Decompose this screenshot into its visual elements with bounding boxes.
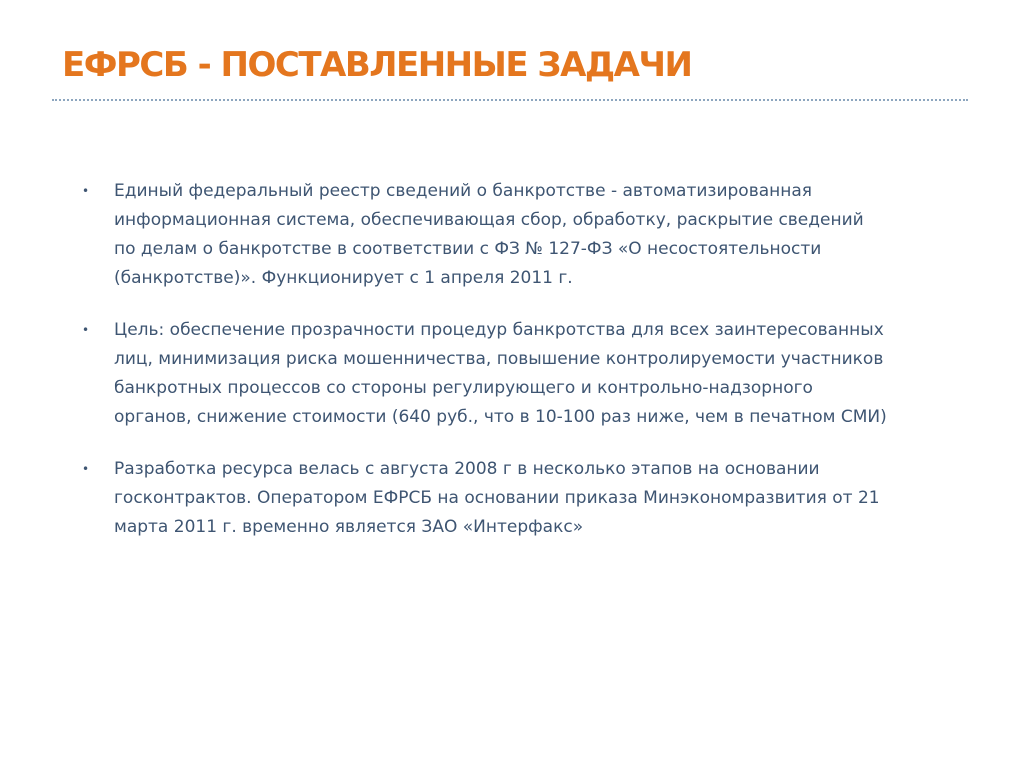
slide-title: ЕФРСБ - ПОСТАВЛЕННЫЕ ЗАДАЧИ [62,45,692,85]
bullet-text: Единый федеральный реестр сведений о банкротстве - автоматизированная информационная система, обеспечивающая сбор, обработку, раскрытие сведений по делам о банкротстве в соответствии с ФЗ № 127-ФЗ «О несостоятельности (банкротстве)». Функционирует с 1 апреля 2011 г. [114,181,864,288]
title-divider [52,99,968,101]
bullet-icon: • [82,184,90,198]
bullet-item [80,316,890,432]
bullet-text: Цель: обеспечение прозрачности процедур банкротства для всех заинтересованных лиц, минимизация риска мошенничества, повышение контролируемости участников банкротных процессов со стороны регулирующего и контрольно-надзорного органов, снижение стоимости (640 руб., что в 10-100 раз ниже, чем в печатном СМИ) [114,320,887,427]
bullet-item [80,455,890,542]
bullet-icon: • [82,462,90,476]
bullet-text: Разработка ресурса велась с августа 2008 г в несколько этапов на основании госконтрактов. Оператором ЕФРСБ на основании приказа Минэкономразвития от 21 марта 2011 г. временно является ЗАО «Интерфакс» [114,459,880,537]
bullet-item [80,177,890,293]
bullet-icon: • [82,323,90,337]
bullet-list [80,177,890,565]
